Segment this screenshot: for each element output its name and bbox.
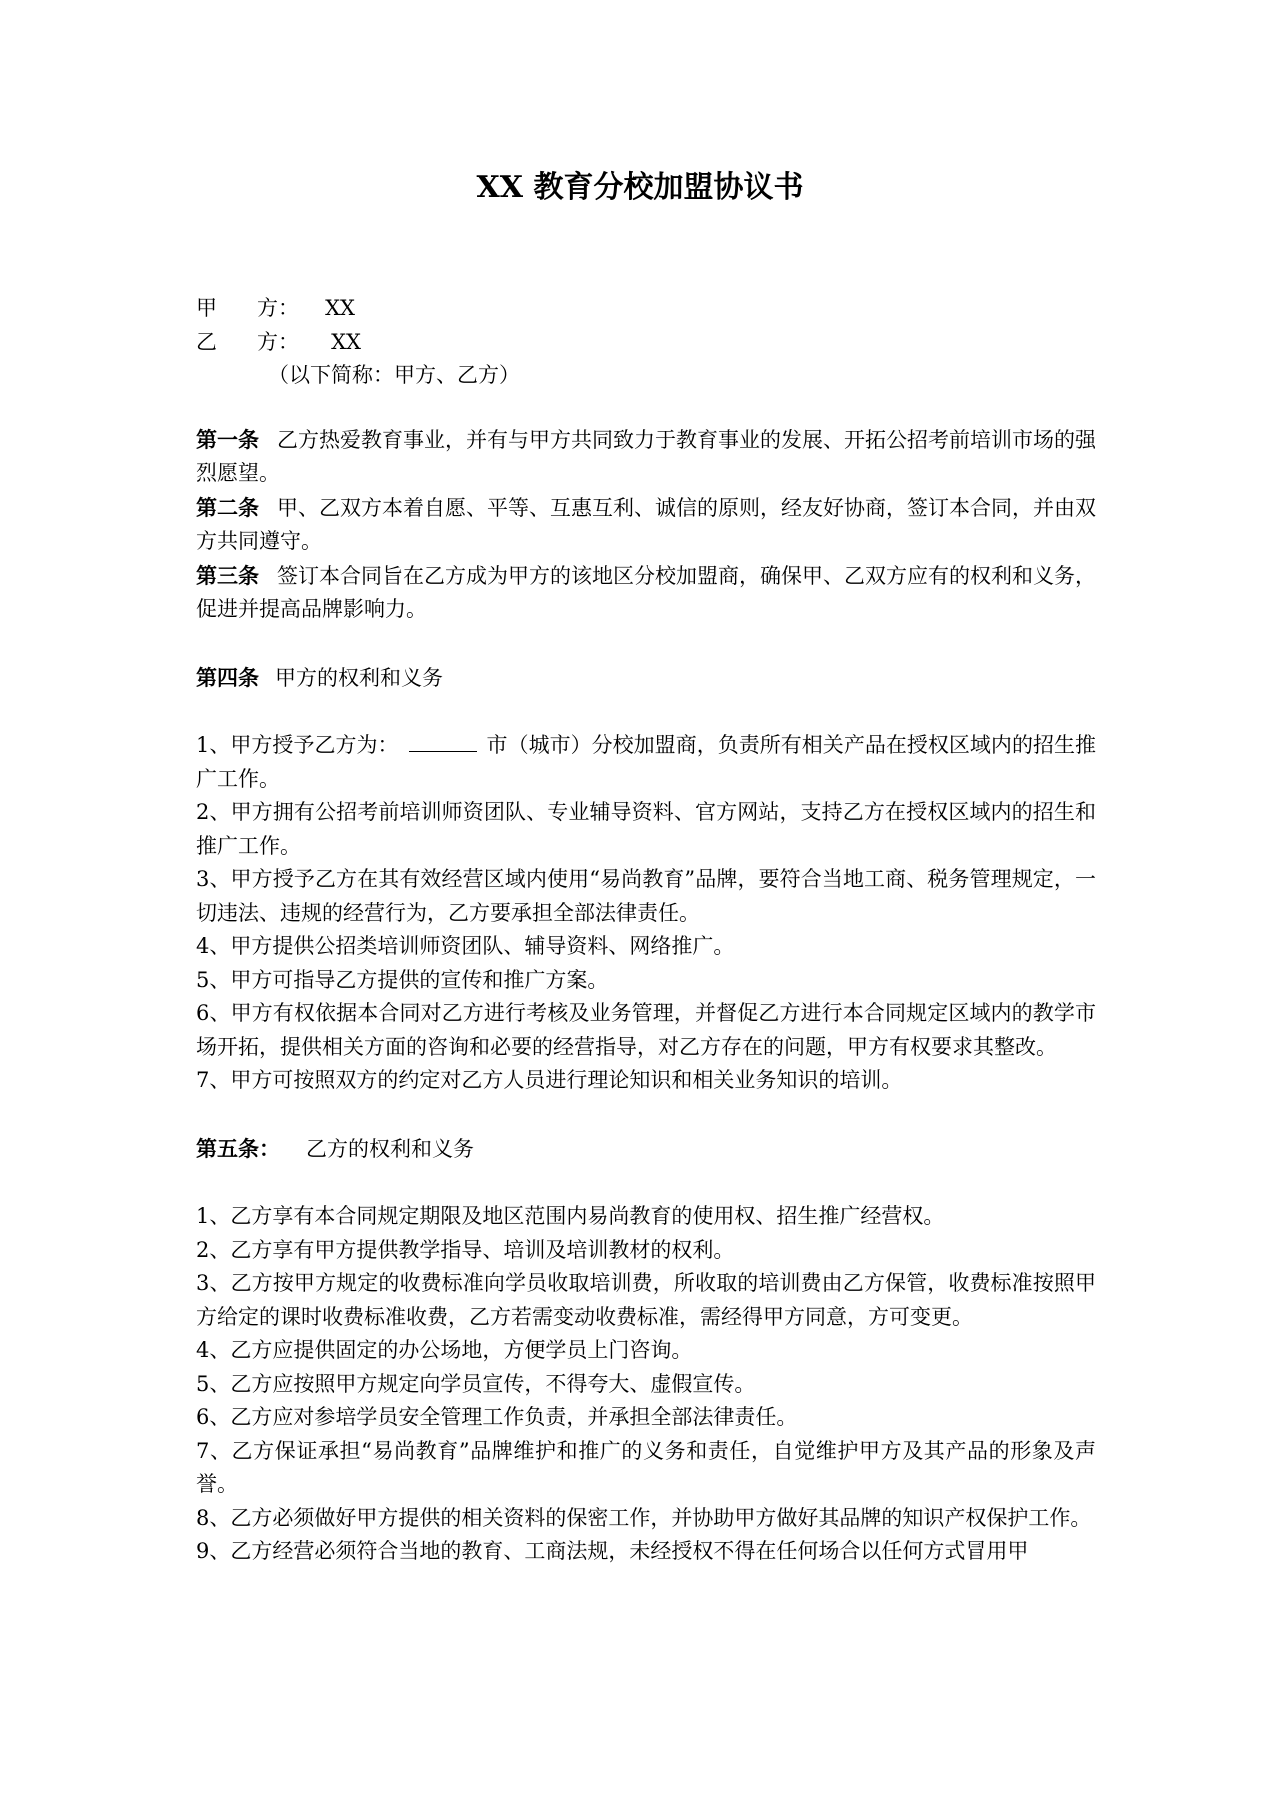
article-5-number: 第五条： [196, 1135, 280, 1161]
article-4-item-5: 5、甲方可指导乙方提供的宣传和推广方案。 [196, 967, 609, 992]
article-5-item-4: 4、乙方应提供固定的办公场地，方便学员上门咨询。 [196, 1338, 693, 1362]
article-4-item-7: 7、甲方可按照双方的约定对乙方人员进行理论知识和相关业务知识的培训。 [196, 1068, 903, 1092]
article-5-item-2: 2、乙方享有甲方提供教学指导、培训及培训教材的权利。 [196, 1237, 735, 1262]
city-blank-line [409, 750, 477, 752]
article-4-item-1-prefix: 1、甲方授予乙方为： [196, 733, 399, 757]
party-b-label: 乙 方： [196, 329, 300, 354]
document-body [196, 292, 1096, 1569]
article-4-item-1 [196, 729, 1096, 796]
article-3 [196, 559, 1096, 627]
article-4-item-4: 4、甲方提供公招类培训师资团队、辅导资料、网络推广。 [196, 934, 735, 958]
article-4-item-2: 2、甲方拥有公招考前培训师资团队、专业辅导资料、官方网站，支持乙方在授权区域内的招生和推广工作。 [196, 800, 1096, 858]
party-a [196, 292, 1096, 326]
document-title: XX 教育分校加盟协议书 [476, 170, 804, 205]
party-b-value: XX [331, 329, 361, 354]
article-3-number: 第三条 [196, 562, 259, 588]
article-4-item-3: 3、甲方授予乙方在其有效经营区域内使用“易尚教育”品牌，要符合当地工商、税务管理规定，一切违法、违规的经营行为，乙方要承担全部法律责任。 [196, 867, 1096, 925]
article-5-item-9: 9、乙方经营必须符合当地的教育、工商法规，未经授权不得在任何场合以任何方式冒用甲 [196, 1539, 1029, 1563]
article-5-item-7: 7、乙方保证承担“易尚教育”品牌维护和推广的义务和责任，自觉维护甲方及其产品的形象及声誉。 [196, 1438, 1096, 1496]
article-2 [196, 491, 1096, 559]
article-5-heading [196, 1132, 1096, 1167]
article-4-title: 甲方的权利和义务 [275, 665, 443, 690]
article-1-text: 乙方热爱教育事业，并有与甲方共同致力于教育事业的发展、开拓公招考前培训市场的强烈愿望。 [196, 427, 1096, 485]
article-5-item-6: 6、乙方应对参培学员安全管理工作负责，并承担全部法律责任。 [196, 1405, 798, 1429]
article-4-item-1-suffix: 市（城市）分校加盟商，负责所有相关产品在授权区域内的招生推广工作。 [196, 733, 1096, 791]
article-4-item-6: 6、甲方有权依据本合同对乙方进行考核及业务管理，并督促乙方进行本合同规定区域内的教学市场开拓，提供相关方面的咨询和必要的经营指导，对乙方存在的问题，甲方有权要求其整改。 [196, 1001, 1096, 1059]
article-5-item-5: 5、乙方应按照甲方规定向学员宣传，不得夸大、虚假宣传。 [196, 1371, 756, 1396]
article-5-title: 乙方的权利和义务 [306, 1136, 474, 1161]
article-4-number: 第四条 [196, 664, 259, 690]
article-2-number: 第二条 [196, 494, 259, 520]
abbreviation-note: （以下简称：甲方、乙方） [268, 363, 520, 387]
party-a-label: 甲 方： [196, 296, 300, 320]
party-a-value: XX [325, 296, 355, 320]
article-1-number: 第一条 [196, 426, 259, 452]
article-5-item-8: 8、乙方必须做好甲方提供的相关资料的保密工作，并协助甲方做好其品牌的知识产权保护工作。 [196, 1505, 1092, 1530]
party-b [196, 326, 1096, 360]
article-1 [196, 423, 1096, 491]
article-5-item-1: 1、乙方享有本合同规定期限及地区范围内易尚教育的使用权、招生推广经营权。 [196, 1204, 945, 1228]
article-4-heading [196, 661, 1096, 696]
article-5-item-3: 3、乙方按甲方规定的收费标准向学员收取培训费，所收取的培训费由乙方保管，收费标准按照甲方给定的课时收费标准收费，乙方若需变动收费标准，需经得甲方同意，方可变更。 [196, 1271, 1096, 1329]
article-2-text: 甲、乙双方本着自愿、平等、互惠互利、诚信的原则，经友好协商，签订本合同，并由双方共同遵守。 [196, 495, 1096, 553]
article-3-text: 签订本合同旨在乙方成为甲方的该地区分校加盟商，确保甲、乙双方应有的权利和义务，促进并提高品牌影响力。 [196, 563, 1096, 621]
